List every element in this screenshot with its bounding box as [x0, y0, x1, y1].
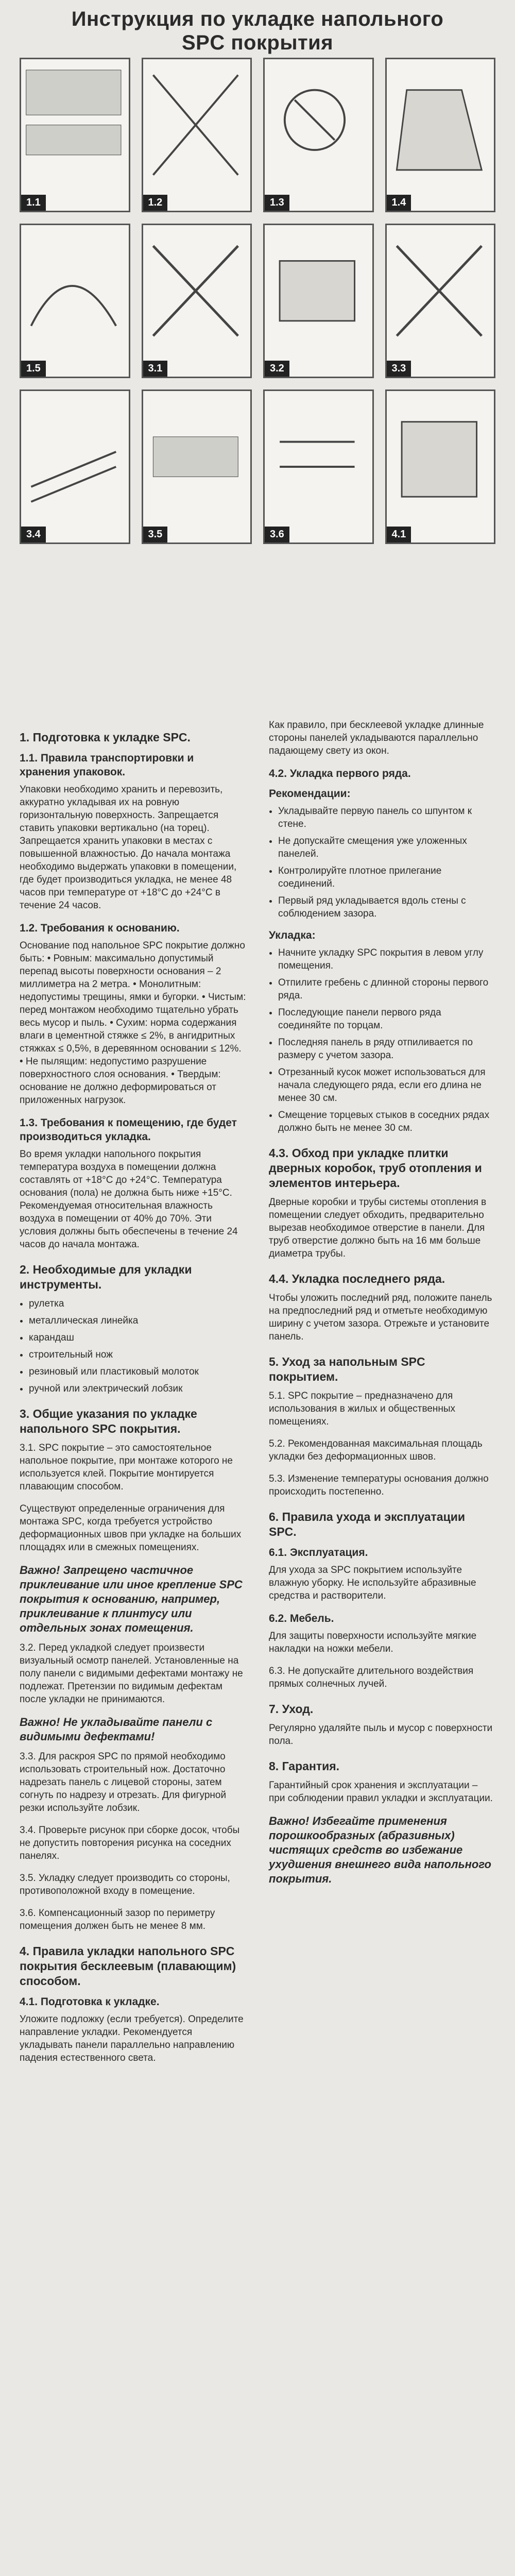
figure-label: 1.4 [387, 195, 411, 211]
paragraph: Чтобы уложить последний ряд, положите панель на предпоследний ряд и отметьте необходимую ширину с учетом зазора. Отрежьте и установите панель. [269, 1293, 492, 1342]
paragraph: Дверные коробки и трубы системы отопления в помещении следует обходить, предварительно вырезав необходимое отверстие в панели. Для труб отверстие должно быть на 16 мм больше диаметра трубы. [269, 1197, 487, 1259]
heading-1-2: 1.2. Требования к основанию. [20, 922, 180, 934]
figure-label: 1.2 [143, 195, 168, 211]
paragraph: 6.3. Не допускайте длительного воздействия прямых солнечных лучей. [269, 1666, 474, 1689]
figure-1-3 [263, 58, 374, 212]
paragraph: 5.3. Изменение температуры основания должно происходить постепенно. [269, 1473, 489, 1497]
paragraph: Упаковки необходимо хранить и перевозить, аккуратно укладывая их на ровную горизонтальную поверхность. Запрещается ставить упаковки вертикально (на торец). Запрещается хранить упаковки в местах с повышенной влажностью. До начала монтажа необходимо выдержать упаковки в помещении, где будет производиться укладка, не менее 48 часов при температуре от +18°С до +24°С в течение 24 часов. [20, 784, 237, 911]
figure-label: 3.4 [21, 527, 46, 543]
paragraph: 3.4. Проверьте рисунок при сборке досок, чтобы не допустить повторения рисунка на соседних панелях. [20, 1825, 240, 1861]
left-column [20, 719, 246, 2074]
figure-3-1 [142, 224, 252, 378]
list-item: • Смещение торцевых стыков в соседних рядах должно быть не менее 30 см. [278, 1109, 495, 1134]
figure-3-6 [263, 389, 374, 544]
right-column [269, 719, 495, 2074]
paragraph: Гарантийный срок хранения и эксплуатации – при соблюдении правил укладки и эксплуатации. [269, 1780, 493, 1804]
page-title [20, 0, 495, 55]
list-item: • карандаш [29, 1331, 246, 1344]
paragraph: Существуют определенные ограничения для монтажа SPC, когда требуется устройство деформационных швов при укладке на больших площадях или в смежных помещениях. [20, 1503, 242, 1553]
paragraph: 3.1. SPC покрытие – это самостоятельное напольное покрытие, при монтаже которого не используется клей. Покрытие монтируется плавающим способом. [20, 1443, 233, 1492]
list-item: • Последующие панели первого ряда соединяйте по торцам. [278, 1006, 495, 1032]
heading-1: 1. Подготовка к укладке SPC. [20, 731, 191, 744]
heading-7: 7. Уход. [269, 1702, 314, 1716]
heading-6: 6. Правила ухода и эксплуатации SPC. [269, 1510, 466, 1538]
figure-3-3 [385, 224, 496, 378]
paragraph: Основание под напольное SPC покрытие должно быть: • Ровным: максимально допустимый перепад высоты поверхности основания – 2 миллиметра на 2 метра. • Монолитным: недопустимы трещины, ямки и бугорки. • Чистым: перед монтажом необходимо тщательно убрать весь мусор и пыль. • Сухим: норма содержания влаги в цементной стяжке ≤ 2%, в ангидритных стяжках ≤ 0,5%, в деревянном основании ≤ 12%. • Не пылящим: недопустимо разрушение поверхностного слоя основания. • Твердым: основание не должно деформироваться от приложенных нагрузок. [20, 940, 246, 1106]
figure-label: 1.5 [21, 361, 46, 377]
figure-label: 3.5 [143, 527, 168, 543]
figure-label: 1.3 [265, 195, 289, 211]
heading-4: 4. Правила укладки напольного SPC покрытия бесклеевым (плавающим) способом. [20, 1944, 236, 1988]
installation-list [269, 946, 495, 1134]
heading-4-1: 4.1. Подготовка к укладке. [20, 1996, 160, 2008]
list-item: • Первый ряд укладывается вдоль стены с соблюдением зазора. [278, 894, 495, 920]
figure-label: 3.3 [387, 361, 411, 377]
heading-4-2: 4.2. Укладка первого ряда. [269, 768, 411, 779]
heading-1-3: 1.3. Требования к помещению, где будет производиться укладка. [20, 1117, 237, 1143]
figure-3-4 [20, 389, 130, 544]
title-line-1: Инструкция по укладке напольного [71, 8, 444, 30]
heading-2: 2. Необходимые для укладки инструменты. [20, 1263, 192, 1291]
list-item: • Не допускайте смещения уже уложенных панелей. [278, 835, 495, 860]
figure-label: 1.1 [21, 195, 46, 211]
heading-1-1: 1.1. Правила транспортировки и хранения упаковок. [20, 752, 194, 778]
paragraph: 5.1. SPC покрытие – предназначено для использования в жилых и общественных помещениях. [269, 1391, 456, 1427]
list-item: • рулетка [29, 1297, 246, 1310]
figure-1-5 [20, 224, 130, 378]
warning-note: Важно! Не укладывайте панели с видимыми дефектами! [20, 1716, 213, 1743]
paragraph: 3.3. Для раскроя SPC по прямой необходимо использовать строительный нож. Достаточно надрезать панель с лицевой стороны, затем согнуть по надрезу и отрезать. Для фигурной резки используйте лобзик. [20, 1751, 227, 1814]
heading-6-1: 6.1. Эксплуатация. [269, 1547, 368, 1558]
paragraph: Уложите подложку (если требуется). Определите направление укладки. Рекомендуется укладывать панели параллельно направлению падения естественного света. [20, 2014, 244, 2063]
figure-label: 3.2 [265, 361, 289, 377]
list-item: • Отпилите гребень с длинной стороны первого ряда. [278, 976, 495, 1002]
figure-label: 4.1 [387, 527, 411, 543]
figure-1-2 [142, 58, 252, 212]
list-item: • металлическая линейка [29, 1314, 246, 1327]
heading-6-2: 6.2. Мебель. [269, 1613, 334, 1624]
paragraph: 3.6. Компенсационный зазор по периметру помещения должен быть не менее 8 мм. [20, 1908, 215, 1931]
list-item: • Укладывайте первую панель со шпунтом к стене. [278, 805, 495, 831]
figure-label: 3.1 [143, 361, 168, 377]
warning-note: Важно! Избегайте применения порошкообразных (абразивных) чистящих средств во избежание ухудшения внешнего вида напольного покрытия. [269, 1815, 491, 1885]
figure-1-4 [385, 58, 496, 212]
heading-3: 3. Общие указания по укладке напольного SPC покрытия. [20, 1407, 197, 1435]
warning-note: Важно! Запрещено частичное приклеивание или иное крепление SPC покрытия к основанию, например, приклеивание к плинтусу или отдельных зонах помещения. [20, 1564, 243, 1634]
list-item: • ручной или электрический лобзик [29, 1382, 246, 1395]
paragraph: 5.2. Рекомендованная максимальная площадь укладки без деформационных швов. [269, 1438, 483, 1462]
figure-label: 3.6 [265, 527, 289, 543]
list-item: • Отрезанный кусок может использоваться для начала следующего ряда, если его длина не менее 30 см. [278, 1066, 495, 1105]
text-columns [20, 719, 495, 2074]
paragraph: 3.2. Перед укладкой следует произвести визуальный осмотр панелей. Установленные на полу панели с видимыми дефектами монтажу не подлежат. Претензии по видимым дефектам после укладки не принимаются. [20, 1642, 243, 1705]
list-item: • строительный нож [29, 1348, 246, 1361]
heading-4-4: 4.4. Укладка последнего ряда. [269, 1272, 445, 1285]
subheading: Рекомендации: [269, 788, 351, 800]
list-item: • резиновый или пластиковый молоток [29, 1365, 246, 1378]
paragraph: Для ухода за SPC покрытием используйте влажную уборку. Не используйте абразивные средства и растворители. [269, 1565, 476, 1601]
list-item: • Последняя панель в ряду отпиливается по размеру с учетом зазора. [278, 1036, 495, 1062]
figure-3-5 [142, 389, 252, 544]
title-line-2: SPC покрытия [181, 31, 334, 54]
tools-list [20, 1297, 246, 1395]
list-item: • Контролируйте плотное прилегание соединений. [278, 865, 495, 890]
heading-4-3: 4.3. Обход при укладке плитки дверных коробок, труб отопления и элементов интерьера. [269, 1146, 482, 1190]
paragraph: 3.5. Укладку следует производить со стороны, противоположной входу в помещение. [20, 1873, 230, 1896]
heading-8: 8. Гарантия. [269, 1759, 340, 1773]
paragraph: Регулярно удаляйте пыль и мусор с поверхности пола. [269, 1723, 493, 1747]
paragraph: Во время укладки напольного покрытия температура воздуха в помещении должна составлять от +18°С до +24°С. Температура основания (пола) не должна быть ниже +15°С. Рекомендуемая относительная влажность воздуха в помещении от 40% до 70%. Эти условия должны быть обеспечены в течение 24 часов до начала монтажа. [20, 1149, 238, 1250]
list-item: • Начните укладку SPC покрытия в левом углу помещения. [278, 946, 495, 972]
figure-grid [20, 58, 495, 555]
paragraph: Как правило, при бесклеевой укладке длинные стороны панелей укладываются параллельно падающему свету из окон. [269, 720, 484, 756]
recommendation-list [269, 805, 495, 920]
figure-1-1 [20, 58, 130, 212]
figure-4-1 [385, 389, 496, 544]
paragraph: Для защиты поверхности используйте мягкие накладки на ножки мебели. [269, 1631, 477, 1654]
subheading: Укладка: [269, 929, 316, 941]
figure-3-2 [263, 224, 374, 378]
heading-5: 5. Уход за напольным SPC покрытием. [269, 1355, 425, 1383]
